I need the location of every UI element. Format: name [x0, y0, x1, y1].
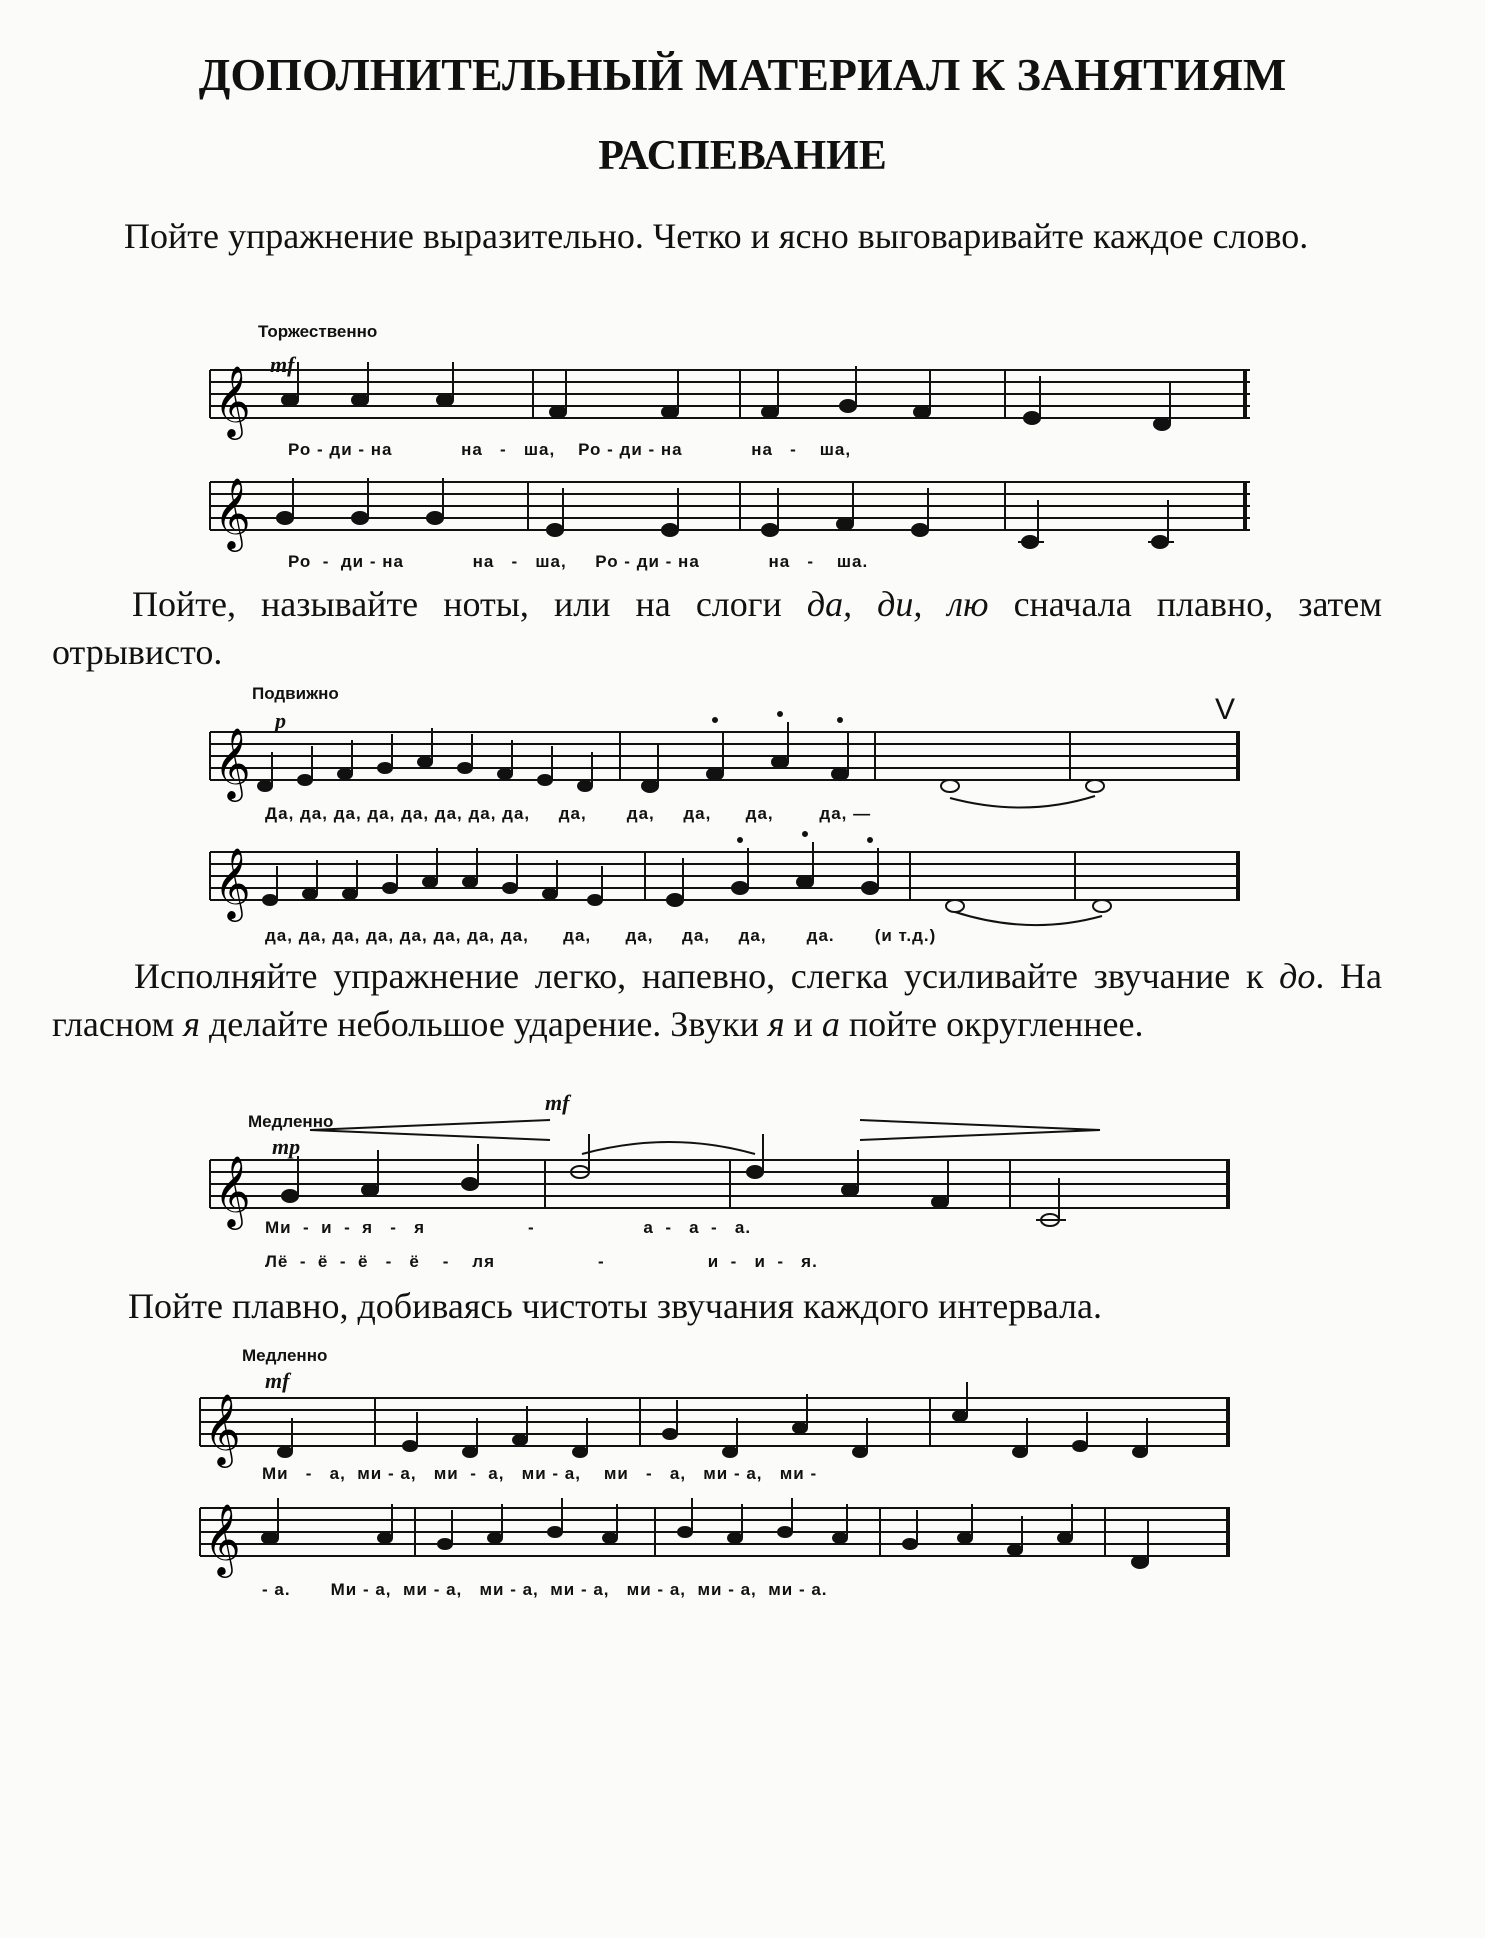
lyrics-2b: да, да, да, да, да, да, да, да, да, да, да, да, да. (и т.д.) [265, 926, 937, 945]
lyrics-4b: - а. Ми - а, ми - а, ми - а, ми - а, ми - а, ми - а, ми - а. [262, 1580, 828, 1599]
hairpins-3 [300, 1118, 1200, 1148]
staff-4b [200, 1502, 1240, 1588]
lyrics-1b: Ро - ди - на на - ша, Ро - ди - на на - ша. [288, 552, 869, 571]
notes [277, 478, 1174, 548]
staff-lines [210, 732, 1240, 780]
treble-clef-icon: 𝄞 [214, 1154, 251, 1227]
lyrics-1a: Ро - ди - на на - ша, Ро - ди - на на - ша, [288, 440, 852, 459]
page-subtitle: РАСПЕВАНИЕ [598, 133, 887, 179]
staff-1b [210, 476, 1260, 562]
lyrics-2a: Да, да, да, да, да, да, да, да, да, да, да, да, да, — [265, 804, 872, 823]
instruction-2: Пойте, называйте ноты, или на слоги да, ди, лю сначала плавно, затем отрывисто. [52, 584, 1383, 672]
tempo-4: Медленно [242, 1346, 328, 1365]
staff-2a [210, 726, 1260, 812]
staff-lines [210, 1160, 1230, 1208]
tempo-3: Медленно [248, 1112, 334, 1131]
dynamic-2: p [275, 708, 286, 733]
dynamic-3a: mp [272, 1134, 301, 1159]
treble-clef-icon: 𝄞 [214, 364, 251, 437]
notes [282, 362, 1170, 430]
lyrics-3b: Лё - ё - ё - ё - ля - и - и - я. [265, 1252, 818, 1271]
staff-lines [210, 852, 1240, 900]
staff-2b [210, 846, 1260, 932]
instruction-4: Пойте плавно, добиваясь чистоты звучания каждого интервала. [128, 1286, 1103, 1326]
treble-clef-icon: 𝄞 [204, 1392, 241, 1465]
tempo-1: Торжественно [258, 322, 378, 341]
staff-lines [200, 1508, 1230, 1556]
page-title: ДОПОЛНИТЕЛЬНЫЙ МАТЕРИАЛ К ЗАНЯТИЯМ [198, 49, 1287, 100]
staff-lines [210, 370, 1250, 418]
dynamic-1: mf [270, 352, 295, 377]
instruction-3: Исполняйте упражнение легко, напевно, слегка усиливайте звучание к до. На гласном я делайте небольшое ударение. Звуки я и а пойте округленнее. [52, 956, 1382, 1044]
lyrics-4a: Ми - а, ми - а, ми - а, ми - а, ми - а, ми - а, ми - [262, 1464, 818, 1483]
instruction-1: Пойте упражнение выразительно. Четко и ясно выговаривайте каждое слово. [124, 216, 1309, 256]
treble-clef-icon: 𝄞 [214, 476, 251, 549]
staff-lines [200, 1398, 1230, 1446]
dynamic-3b: mf [545, 1090, 570, 1115]
treble-clef-icon: 𝄞 [214, 846, 251, 919]
treble-clef-icon: 𝄞 [214, 726, 251, 799]
lyrics-3a: Ми - и - я - я - а - а - а. [265, 1218, 752, 1237]
tempo-2: Подвижно [252, 684, 339, 703]
breath-mark: V [1215, 693, 1236, 726]
dynamic-4: mf [265, 1368, 290, 1393]
treble-clef-icon: 𝄞 [204, 1502, 241, 1575]
